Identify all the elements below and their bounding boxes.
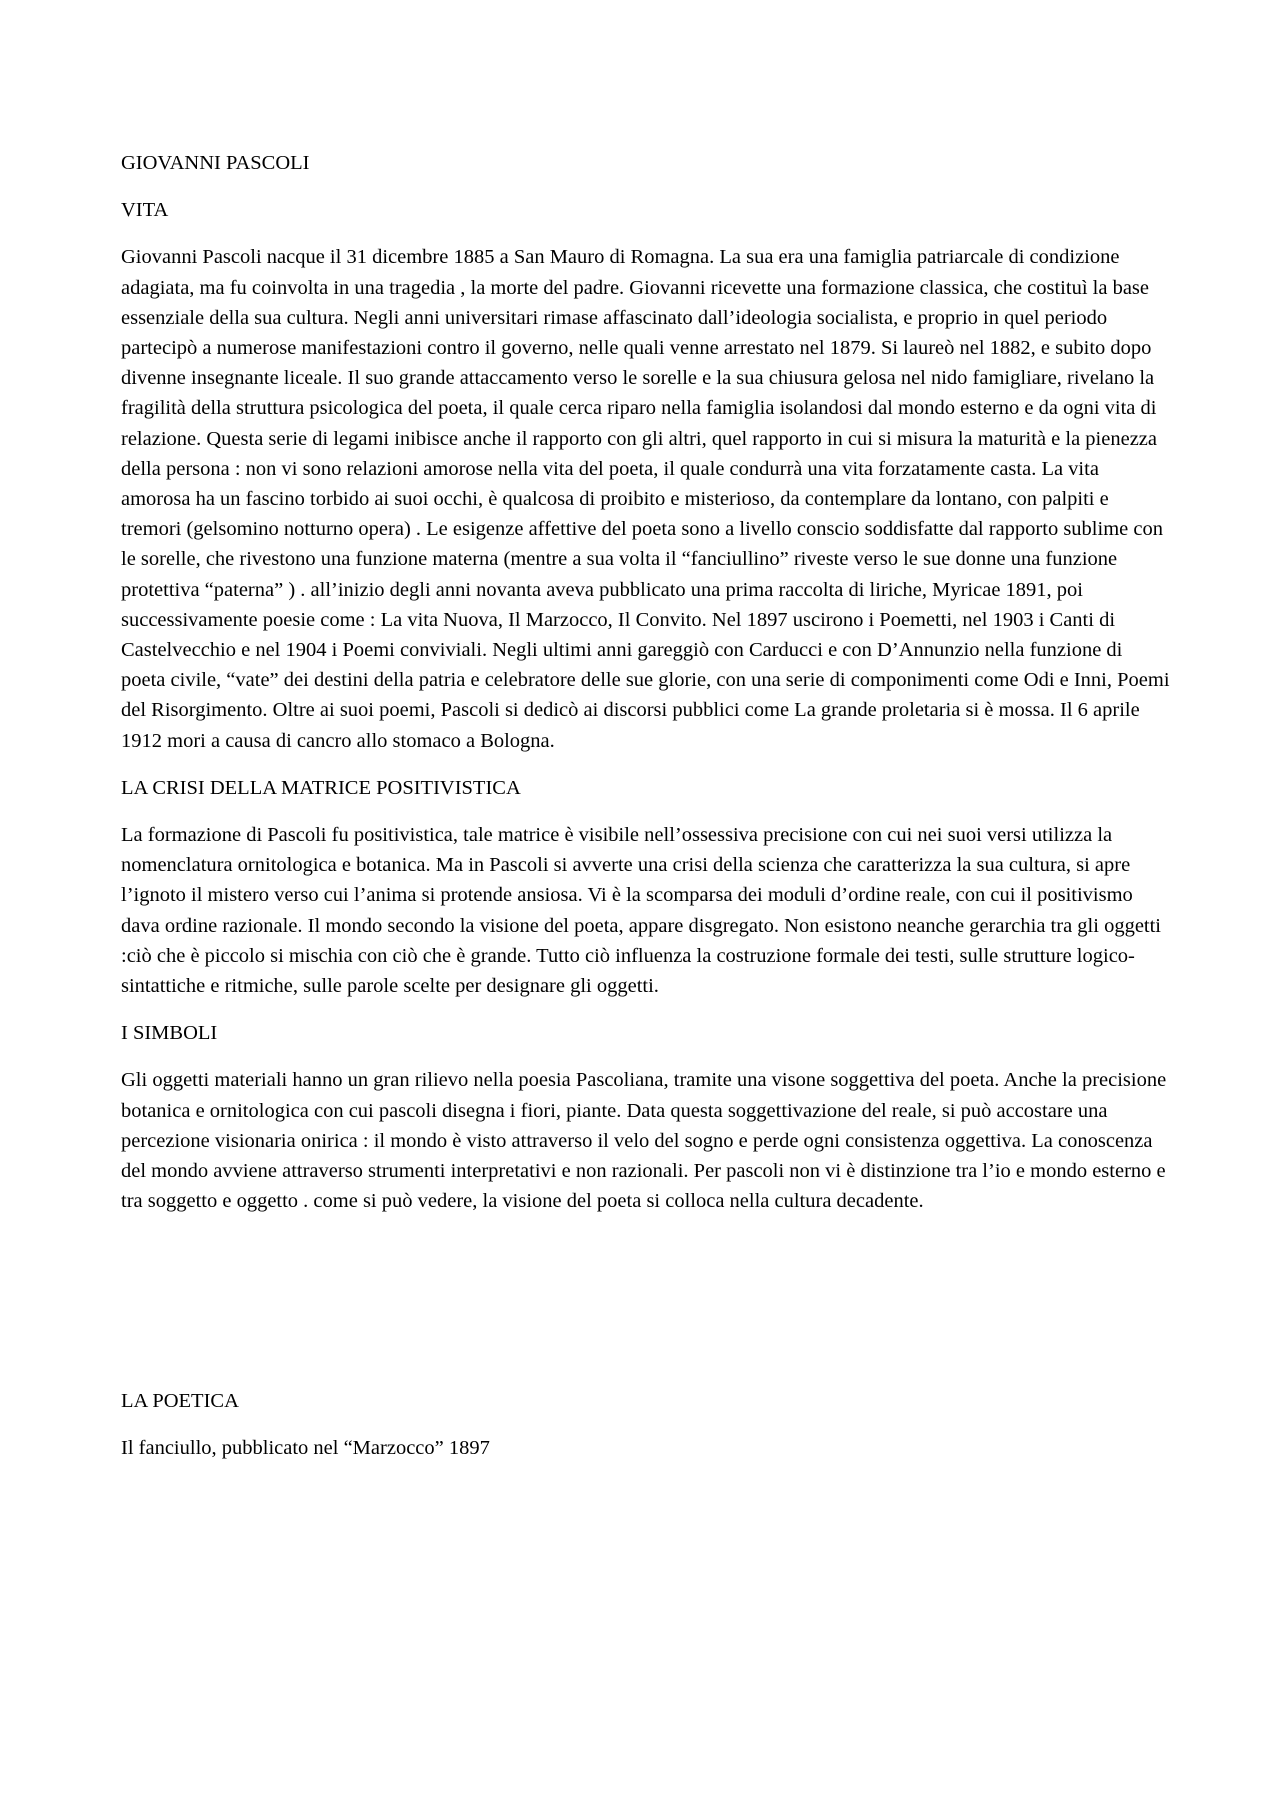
section-paragraph-vita: Giovanni Pascoli nacque il 31 dicembre 1885 a San Mauro di Romagna. La sua era una famiglia patriarcale di condizione adagiata, ma fu coinvolta in una tragedia , la morte del padre. Giovanni ricevette una formazione classica, che costituì la base essenziale della sua cultura. Negli anni universitari rimase affascinato dall’ideologia socialista, e proprio in quel periodo partecipò a numerose manifestazioni contro il governo, nelle quali venne arrestato nel 1879. Si laureò nel 1882, e subito dopo divenne insegnante liceale. Il suo grande attaccamento verso le sorelle e la sua chiusura gelosa nel nido famigliare, rivelano la fragilità della struttura psicologica del poeta, il quale cerca riparo nella famiglia isolandosi dal mondo esterno e da ogni vita di relazione. Questa serie di legami inibisce anche il rapporto con gli altri, quel rapporto in cui si misura la maturità e la pienezza della persona : non vi sono relazioni amorose nella vita del poeta, il quale condurrà una vita forzatamente casta. La vita amorosa ha un fascino torbido ai suoi occhi, è qualcosa di proibito e misterioso, da contemplare da lontano, con palpiti e tremori (gelsomino notturno opera) . Le esigenze affettive del poeta sono a livello conscio soddisfatte dal rapporto sublime con le sorelle, che rivestono una funzione materna (mentre a sua volta il “fanciullino” riveste verso le sue donne una funzione protettiva “paterna” ) . all’inizio degli anni novanta aveva pubblicato una prima raccolta di liriche, Myricae 1891, poi successivamente poesie come : La vita Nuova, Il Marzocco, Il Convito. Nel 1897 uscirono i Poemetti, nel 1903 i Canti di Castelvecchio e nel 1904 i Poemi conviviali. Negli ultimi anni gareggiò con Carducci e con D’Annunzio nella funzione di poeta civile, “vate” dei destini della patria e celebratore delle sue glorie, con una serie di componimenti come Odi e Inni, Poemi del Risorgimento. Oltre ai suoi poemi, Pascoli si dedicò ai discorsi pubblici come La grande proletaria si è mossa. Il 6 aprile 1912 mori a causa di cancro allo stomaco a Bologna. [121, 246, 1170, 752]
section-paragraph-crisi: La formazione di Pascoli fu positivistica, tale matrice è visibile nell’ossessiva precisione con cui nei suoi versi utilizza la nomenclatura ornitologica e botanica. Ma in Pascoli si avverte una crisi della scienza che caratterizza la sua cultura, si apre l’ignoto il mistero verso cui l’anima si protende ansiosa. Vi è la scomparsa dei moduli d’ordine reale, con cui il positivismo dava ordine razionale. Il mondo secondo la visione del poeta, appare disgregato. Non esistono neanche gerarchia tra gli oggetti :ciò che è piccolo si mischia con ciò che è grande. Tutto ciò influenza la costruzione formale dei testi, sulle strutture logico-sintattiche e ritmiche, sulle parole scelte per designare gli oggetti. [121, 824, 1162, 998]
section-heading-vita: VITA [121, 199, 169, 222]
section-heading-simboli: I SIMBOLI [121, 1022, 218, 1045]
section-heading-crisi: LA CRISI DELLA MATRICE POSITIVISTICA [121, 776, 521, 799]
document-page [121, 148, 1171, 1480]
section-paragraph-simboli: Gli oggetti materiali hanno un gran rilievo nella poesia Pascoliana, tramite una visone soggettiva del poeta. Anche la precisione botanica e ornitologica con cui pascoli disegna i fiori, piante. Data questa soggettivazione del reale, si può accostare una percezione visionaria onirica : il mondo è visto attraverso il velo del sogno e perde ogni consistenza oggettiva. La conoscenza del mondo avviene attraverso strumenti interpretativi e non razionali. Per pascoli non vi è distinzione tra l’io e mondo esterno e tra soggetto e oggetto . come si può vedere, la visione del poeta si colloca nella cultura decadente. [121, 1069, 1167, 1213]
blank-space [121, 1234, 1171, 1386]
document-title: GIOVANNI PASCOLI [121, 152, 310, 174]
section-heading-poetica: LA POETICA [121, 1389, 239, 1412]
section-paragraph-poetica: Il fanciullo, pubblicato nel “Marzocco” 1897 [121, 1436, 490, 1459]
